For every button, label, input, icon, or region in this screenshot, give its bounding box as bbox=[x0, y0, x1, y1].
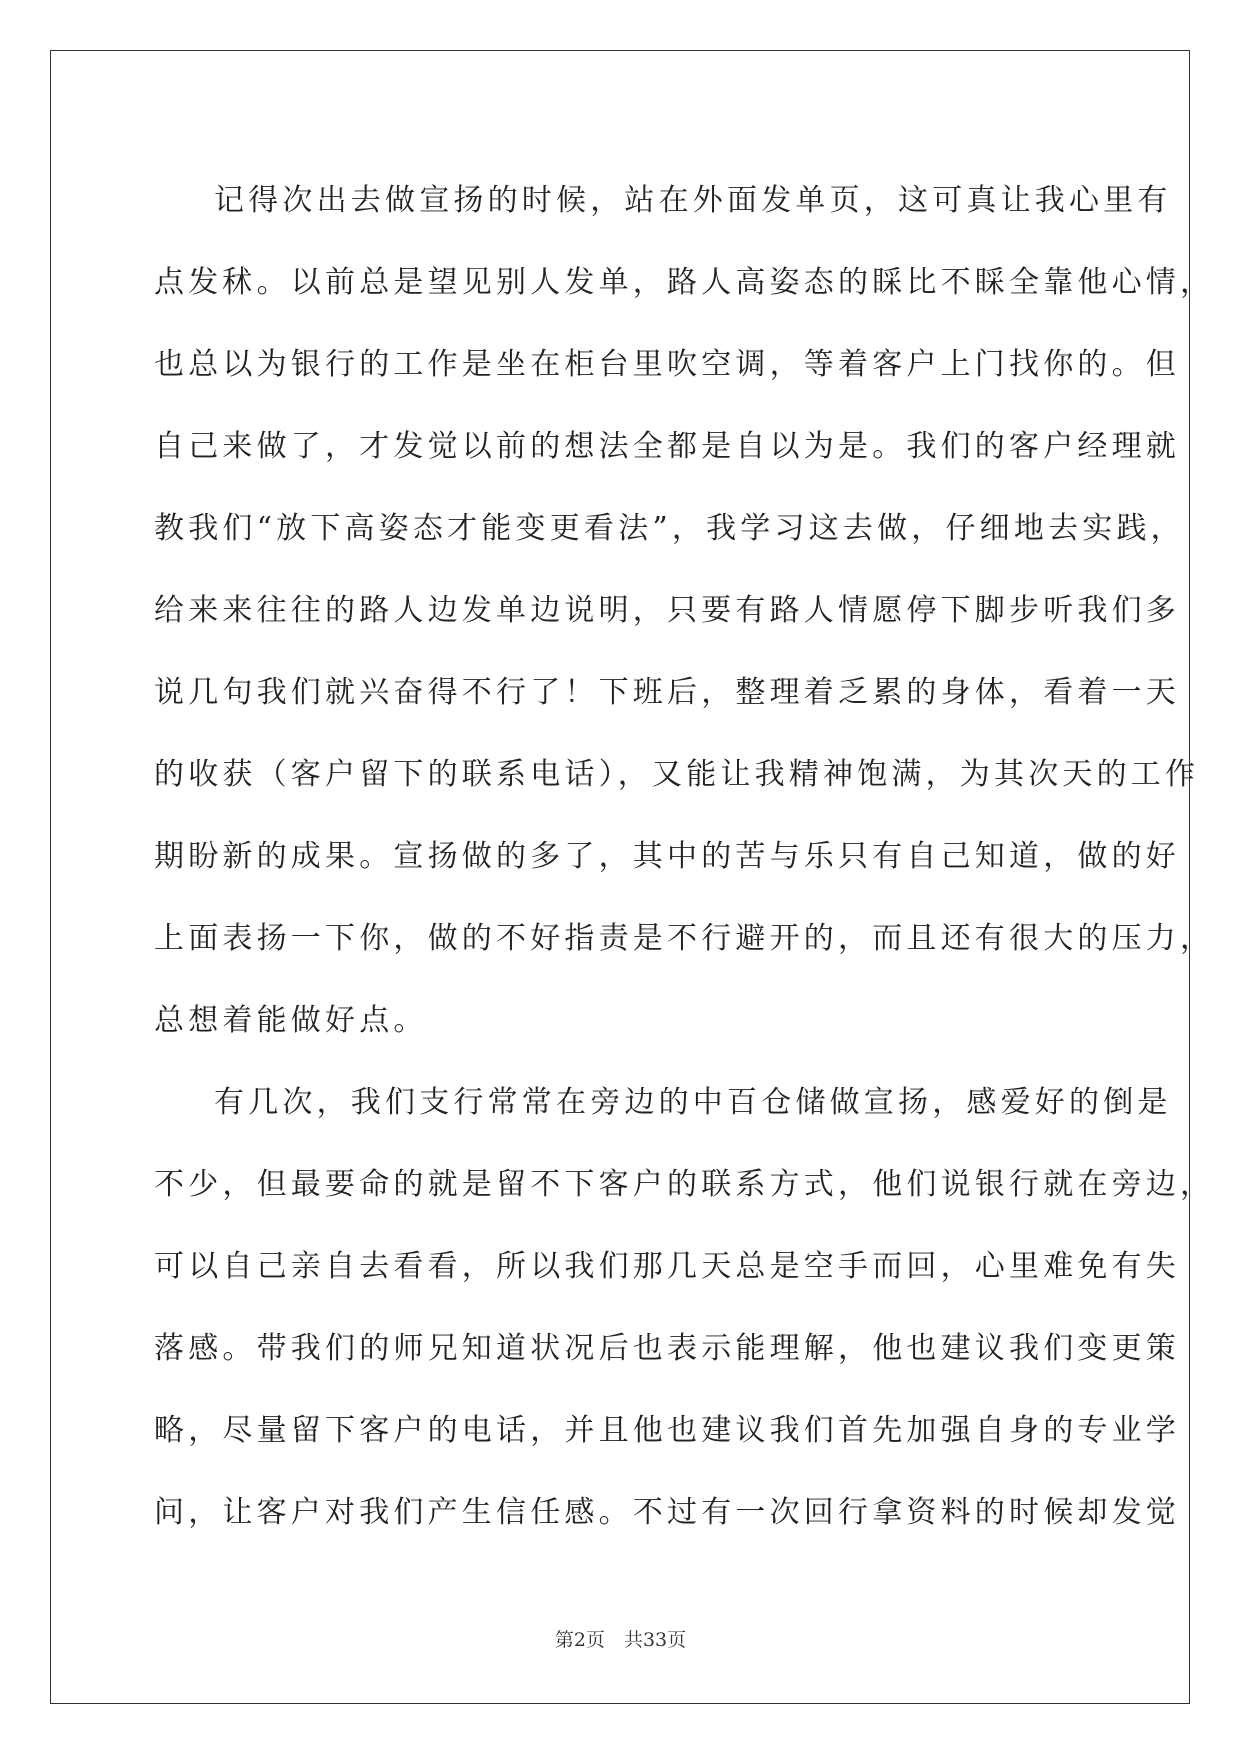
text-line: 总想着能做好点。 bbox=[154, 1003, 428, 1038]
text-line: 给来来往往的路人边发单边说明，只要有路人情愿停下脚步听我们多 bbox=[154, 593, 1180, 628]
page-number-footer: 第2页 共33页 bbox=[554, 1629, 687, 1651]
text-line: 教我们“放下高姿态才能变更看法”，我学习这去做，仔细地去实践， bbox=[154, 511, 1185, 546]
text-line: 可以自己亲自去看看，所以我们那几天总是空手而回，心里难免有失 bbox=[154, 1249, 1180, 1284]
text-line: 记得次出去做宣扬的时候，站在外面发单页，这可真让我心里有 bbox=[214, 183, 1172, 218]
text-line: 自己来做了，才发觉以前的想法全都是自以为是。我们的客户经理就 bbox=[154, 429, 1180, 464]
text-line: 有几次，我们支行常常在旁边的中百仓储做宣扬，感爱好的倒是 bbox=[214, 1085, 1172, 1120]
text-line: 也总以为银行的工作是坐在柜台里吹空调，等着客户上门找你的。但 bbox=[154, 347, 1180, 382]
paragraph-1 bbox=[154, 160, 1215, 1062]
text-line: 不少，但最要命的就是留不下客户的联系方式，他们说银行就在旁边， bbox=[154, 1167, 1215, 1202]
text-line: 问，让客户对我们产生信任感。不过有一次回行拿资料的时候却发觉 bbox=[154, 1495, 1180, 1530]
text-line: 说几句我们就兴奋得不行了！下班后，整理着乏累的身体，看着一天 bbox=[154, 675, 1180, 710]
text-line: 的收获（客户留下的联系电话），又能让我精神饱满，为其次天的工作 bbox=[154, 757, 1200, 792]
text-line: 点发秫。以前总是望见别人发单，路人高姿态的睬比不睬全靠他心情， bbox=[154, 265, 1215, 300]
paragraph-2 bbox=[154, 1062, 1215, 1554]
text-line: 略，尽量留下客户的电话，并且他也建议我们首先加强自身的专业学 bbox=[154, 1413, 1180, 1448]
text-line: 落感。带我们的师兄知道状况后也表示能理解，他也建议我们变更策 bbox=[154, 1331, 1180, 1366]
document-body bbox=[154, 160, 1215, 1554]
text-line: 期盼新的成果。宣扬做的多了，其中的苦与乐只有自己知道，做的好 bbox=[154, 839, 1180, 874]
text-line: 上面表扬一下你，做的不好指责是不行避开的，而且还有很大的压力， bbox=[154, 921, 1215, 956]
